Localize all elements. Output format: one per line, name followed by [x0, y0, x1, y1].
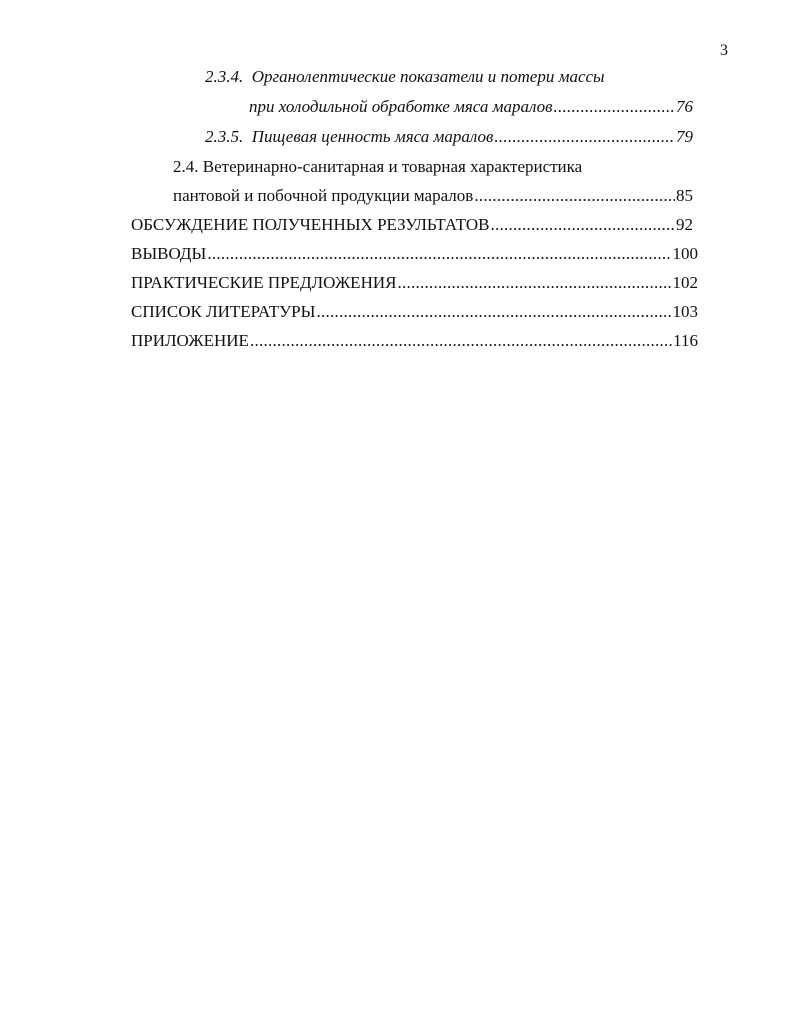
toc-entry-title-text: Пищевая ценность мяса маралов [251, 127, 494, 146]
toc-entry-title: ВЫВОДЫ [131, 244, 207, 263]
toc-page-number: 79 [676, 127, 693, 146]
toc-page-number: 92 [676, 215, 693, 234]
toc-leader-dots [250, 330, 672, 352]
toc-page-number: 100 [672, 244, 698, 263]
toc-leader-dots [554, 96, 676, 118]
toc-entry-proposals [131, 272, 698, 294]
toc-entry-2-3-5 [205, 126, 693, 148]
toc-entry-conclusions [131, 243, 698, 265]
toc-entry-title: ПРАКТИЧЕСКИЕ ПРЕДЛОЖЕНИЯ [131, 273, 397, 292]
toc-entry-title: Органолептические показатели и потери массы [251, 67, 605, 86]
toc-page-number: 76 [676, 97, 693, 116]
toc-entry-title: при холодильной обработке мяса маралов [249, 97, 553, 116]
toc-entry-number: 2.3.5. [205, 127, 244, 146]
toc-entry-references [131, 301, 698, 323]
toc-entry-2-4-line1 [173, 156, 582, 178]
toc-entry-title: ПРИЛОЖЕНИЕ [131, 331, 249, 350]
toc-page-number: 103 [672, 302, 698, 321]
toc-leader-dots [207, 243, 671, 265]
toc-entry-number: 2.3.4. [205, 67, 244, 86]
toc-entry-title [205, 126, 493, 148]
toc-leader-dots [494, 126, 675, 148]
toc-leader-dots [474, 185, 675, 207]
toc-entry-2-3-4-line1 [205, 66, 605, 88]
toc-entry-title: Ветеринарно-санитарная и товарная характеристика [202, 157, 583, 176]
toc-page-number: 116 [673, 331, 698, 350]
toc-leader-dots [397, 272, 671, 294]
toc-entry-number: 2.4. [173, 157, 199, 176]
toc-entry-title: ОБСУЖДЕНИЕ ПОЛУЧЕННЫХ РЕЗУЛЬТАТОВ [131, 215, 490, 234]
toc-entry-appendix [131, 330, 698, 352]
toc-entry-discussion [131, 214, 693, 236]
toc-entry-2-4-line2 [173, 185, 693, 207]
toc-page-number: 102 [672, 273, 698, 292]
toc-entry-title: пантовой и побочной продукции маралов [173, 186, 474, 205]
toc-leader-dots [490, 214, 675, 236]
toc-entry-2-3-4-line2 [249, 96, 693, 118]
toc-entry-title: СПИСОК ЛИТЕРАТУРЫ [131, 302, 316, 321]
toc-page-number: 85 [676, 186, 693, 205]
page-number: 3 [720, 42, 728, 59]
toc-leader-dots [316, 301, 671, 323]
